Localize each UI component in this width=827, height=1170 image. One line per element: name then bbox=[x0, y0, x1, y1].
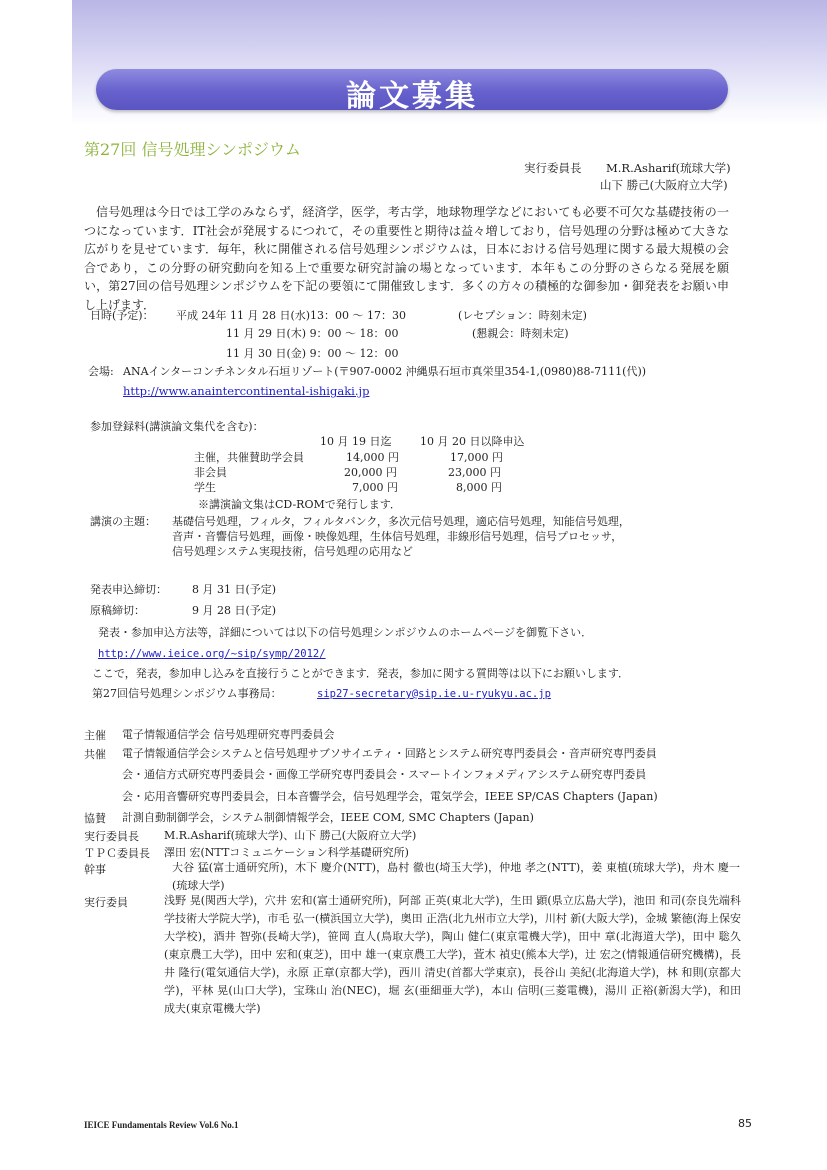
header-banner bbox=[96, 69, 728, 114]
schedule-day1: 平成 24年 11 月 28 日(水)13：00 〜 17：30 bbox=[176, 309, 407, 322]
venue-label: 会場: bbox=[88, 365, 114, 378]
chair-name-1: M.R.Asharif(琉球大学) bbox=[606, 161, 731, 175]
intro-paragraph: 信号処理は今日では工学のみならず，経済学，医学，考古学，地球物理学などにおいても必要不可欠な基礎技術の一つになっています．IT社会が発展するにつれて，その重要性と期待は益々増しており，信号処理の分野は極めて大きな広がりを見せています．毎年，秋に開催される信号処理シンポジウムは，日本における信号処理に関する最大規模の会合であり，この分野の研究動向を知る上で重要な研究討論の場となっています．本年もこの分野のさらなる発展を願い，第27回の信号処理シンポジウムを下記の要領にて開催致します．多くの方々の積極的な御参加・御発表をお願い申し上げます． bbox=[84, 205, 729, 312]
fee-row-late: 17,000 円 bbox=[450, 451, 503, 464]
chair-label: 実行委員長 bbox=[524, 161, 582, 175]
committee-label: 実行委員 bbox=[84, 896, 128, 909]
cosponsor-line: 会・応用音響研究専門委員会，日本音響学会，信号処理学会，電気学会，IEEE SP/CAS Chapters (Japan) bbox=[122, 790, 658, 803]
cosponsor-line: 会・通信方式研究専門委員会・画像工学研究専門委員会・スマートインフォメディアシステム研究専門委員 bbox=[122, 768, 647, 781]
support-text: 計測自動制御学会，システム制御情報学会，IEEE COM, SMC Chapters (Japan) bbox=[122, 811, 534, 824]
office-email-link[interactable]: sip27-secretary@sip.ie.u-ryukyu.ac.jp bbox=[317, 688, 551, 700]
fees-col-late: 10 月 20 日以降申込 bbox=[420, 435, 525, 448]
topics-line: 音声・音響信号処理，画像・映像処理，生体信号処理，非線形信号処理，信号プロセッサ， bbox=[172, 530, 623, 543]
sponsor-text: 電子情報通信学会 信号処理研究専門委員会 bbox=[122, 728, 335, 741]
fees-col-early: 10 月 19 日迄 bbox=[320, 435, 392, 448]
secretary-list: 大谷 猛(富士通研究所)，木下 慶介(NTT)，島村 徹也(埼玉大学)，仲地 孝之(NTT)，姜 東植(琉球大学)，舟木 慶一(琉球大学) bbox=[172, 861, 740, 892]
schedule-day2: 11 月 29 日(木) 9：00 〜 18：00 bbox=[226, 327, 399, 340]
page-title: 論文募集 bbox=[346, 79, 478, 114]
apply-text: ここで，発表，参加申し込みを直接行うことができます．発表，参加に関する質問等は以下にお願いします． bbox=[92, 667, 630, 680]
fee-row-early: 20,000 円 bbox=[344, 466, 397, 479]
apply-deadline-date: 8 月 31 日(予定) bbox=[192, 583, 277, 596]
apply-deadline-label: 発表申込締切： bbox=[90, 583, 167, 596]
chair-name-2: 山下 勝己(大阪府立大学) bbox=[600, 178, 728, 192]
schedule-day1-note: (レセプション：時刻未定) bbox=[458, 309, 587, 322]
topics-line: 基礎信号処理，フィルタ，フィルタバンク，多次元信号処理，適応信号処理，知能信号処理， bbox=[172, 515, 630, 528]
secretary-label: 幹事 bbox=[84, 863, 106, 876]
cosponsor-line: 電子情報通信学会システムと信号処理サブソサイエティ・回路とシステム研究専門委員会・音声研究専門委員 bbox=[122, 747, 657, 760]
fee-row-late: 8,000 円 bbox=[456, 481, 502, 494]
fee-row-late: 23,000 円 bbox=[448, 466, 501, 479]
fees-note: ※講演論文集はCD-ROMで発行します． bbox=[198, 498, 401, 511]
manuscript-deadline-label: 原稿締切： bbox=[90, 604, 145, 617]
fee-row-type: 学生 bbox=[194, 481, 216, 494]
manuscript-deadline-date: 9 月 28 日(予定) bbox=[192, 604, 277, 617]
committee-list: 浅野 晃(関西大学)，穴井 宏和(富士通研究所)，阿部 正英(東北大学)，生田 顕(県立広島大学)，池田 和司(奈良先端科学技術大学院大学)，市毛 弘一(横浜国立大学)，奥田 正浩(北九州市立大学)，川村 新(大阪大学)，金城 繁徳(海上保安大学校)，酒井 智弥(長崎大学)，笹岡 直人(鳥取大学)，陶山 健仁(東京電機大学)，田中 章(北海道大学)，田中 聡久(東京農工大学)，田中 宏和(東芝)，田中 雄一(東京農工大学)，萓木 禎史(熊本大学)，辻 宏之(情報通信研究機構)，長井 隆行(電気通信大学)，永原 正章(京都大学)，西川 清史(首都大学東京)，長谷山 美紀(北海道大学)，林 和則(京都大学)，平林 晃(山口大学)，宝珠山 治(NEC)，堀 玄(亜細亜大学)，本山 信明(三菱電機)，湯川 正裕(新潟大学)，和田 成夫(東京電機大学) bbox=[164, 894, 741, 1015]
tpc-chair-text: 澤田 宏(NTTコミュニケーション科学基礎研究所) bbox=[164, 846, 409, 859]
venue-text: ANAインターコンチネンタル石垣リゾート(〒907-0002 沖縄県石垣市真栄里354-1,(0980)88-7111(代)) bbox=[123, 365, 647, 378]
office-label: 第27回信号処理シンポジウム事務局： bbox=[92, 687, 282, 700]
fee-row-type: 主催，共催賛助学会員 bbox=[194, 451, 304, 464]
cosponsor-label: 共催 bbox=[84, 748, 106, 761]
topics-label: 講演の主題： bbox=[90, 515, 156, 528]
symposium-homepage-link[interactable]: http://www.ieice.org/~sip/symp/2012/ bbox=[98, 648, 326, 660]
schedule-day3: 11 月 30 日(金) 9：00 〜 12：00 bbox=[226, 347, 399, 360]
fee-row-early: 7,000 円 bbox=[352, 481, 398, 494]
exec-chair-text: M.R.Asharif(琉球大学)、山下 勝己(大阪府立大学) bbox=[164, 829, 417, 842]
symposium-title: 第27回 信号処理シンポジウム bbox=[84, 140, 301, 159]
exec-chair-label: 実行委員長 bbox=[84, 830, 139, 843]
fees-label: 参加登録料(講演論文集代を含む)： bbox=[90, 420, 264, 433]
support-label: 協賛 bbox=[84, 812, 106, 825]
page-number: 85 bbox=[738, 1117, 752, 1130]
fee-row-type: 非会員 bbox=[194, 466, 227, 479]
venue-link[interactable]: http://www.anaintercontinental-ishigaki.jp bbox=[123, 384, 370, 398]
journal-footer: IEICE Fundamentals Review Vol.6 No.1 bbox=[84, 1120, 239, 1130]
tpc-chair-label: ＴＰＣ委員長 bbox=[84, 847, 150, 860]
schedule-label: 日時(予定)： bbox=[90, 309, 154, 322]
details-text: 発表・参加申込方法等，詳細については以下の信号処理シンポジウムのホームページを御覧下さい． bbox=[98, 626, 593, 639]
sponsor-label: 主催 bbox=[84, 729, 106, 742]
fee-row-early: 14,000 円 bbox=[346, 451, 399, 464]
schedule-day2-note: (懇親会：時刻未定) bbox=[472, 327, 569, 340]
topics-line: 信号処理システム実現技術，信号処理の応用など bbox=[172, 545, 413, 558]
